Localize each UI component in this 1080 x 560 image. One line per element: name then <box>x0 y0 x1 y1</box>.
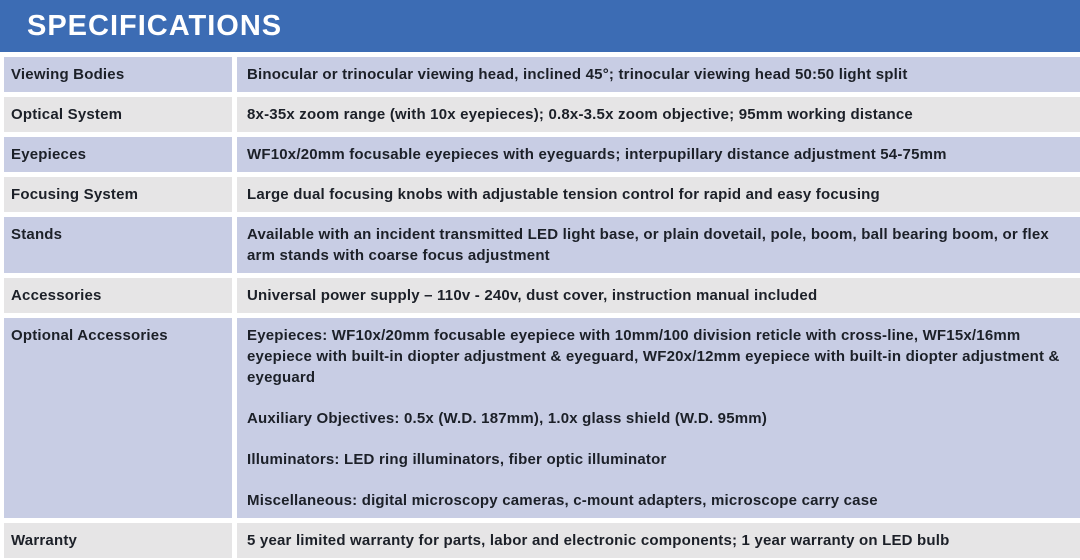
row-value <box>237 523 1080 558</box>
row-viewing-bodies <box>4 57 1080 92</box>
page-title: SPECIFICATIONS <box>27 9 283 42</box>
row-value-paragraph: Available with an incident transmitted LED light base, or plain dovetail, pole, boom, ball bearing boom, or flex arm stands with coarse focus adjustment <box>247 226 1049 264</box>
row-warranty <box>4 523 1080 558</box>
row-label: Optional Accessories <box>4 318 232 518</box>
specifications-header-bar <box>0 0 1080 52</box>
row-value-paragraph: Binocular or trinocular viewing head, inclined 45°; trinocular viewing head 50:50 light split <box>247 66 908 83</box>
row-value <box>237 217 1080 273</box>
row-value-paragraph: Illuminators: LED ring illuminators, fiber optic illuminator <box>247 451 667 468</box>
row-value-paragraph: Eyepieces: WF10x/20mm focusable eyepiece with 10mm/100 division reticle with cross-line, WF15x/16mm eyepiece with built-in diopter adjustment & eyeguard, WF20x/12mm eyepiece with built-in diopter adjustment & eyeguard <box>247 327 1060 386</box>
row-focusing-system <box>4 177 1080 212</box>
row-accessories <box>4 278 1080 313</box>
row-label: Eyepieces <box>4 137 232 172</box>
row-value-paragraph: WF10x/20mm focusable eyepieces with eyeguards; interpupillary distance adjustment 54-75mm <box>247 146 947 163</box>
row-value <box>237 57 1080 92</box>
row-label: Stands <box>4 217 232 273</box>
row-value <box>237 177 1080 212</box>
row-optical-system <box>4 97 1080 132</box>
row-optional-accessories <box>4 318 1080 518</box>
row-value <box>237 137 1080 172</box>
row-label: Optical System <box>4 97 232 132</box>
row-stands <box>4 217 1080 273</box>
row-label: Viewing Bodies <box>4 57 232 92</box>
row-value-paragraph: Large dual focusing knobs with adjustable tension control for rapid and easy focusing <box>247 186 880 203</box>
row-label: Focusing System <box>4 177 232 212</box>
row-value-paragraph: 5 year limited warranty for parts, labor and electronic components; 1 year warranty on LED bulb <box>247 532 950 549</box>
row-eyepieces <box>4 137 1080 172</box>
row-value <box>237 318 1080 518</box>
row-value <box>237 97 1080 132</box>
row-value <box>237 278 1080 313</box>
row-value-paragraph: 8x-35x zoom range (with 10x eyepieces); 0.8x-3.5x zoom objective; 95mm working distance <box>247 106 913 123</box>
specifications-table <box>0 57 1080 558</box>
row-value-paragraph: Auxiliary Objectives: 0.5x (W.D. 187mm), 1.0x glass shield (W.D. 95mm) <box>247 410 768 427</box>
row-value-paragraph: Miscellaneous: digital microscopy cameras, c-mount adapters, microscope carry case <box>247 492 878 509</box>
row-label: Accessories <box>4 278 232 313</box>
row-value-paragraph: Universal power supply – 110v - 240v, dust cover, instruction manual included <box>247 287 818 304</box>
row-label: Warranty <box>4 523 232 558</box>
